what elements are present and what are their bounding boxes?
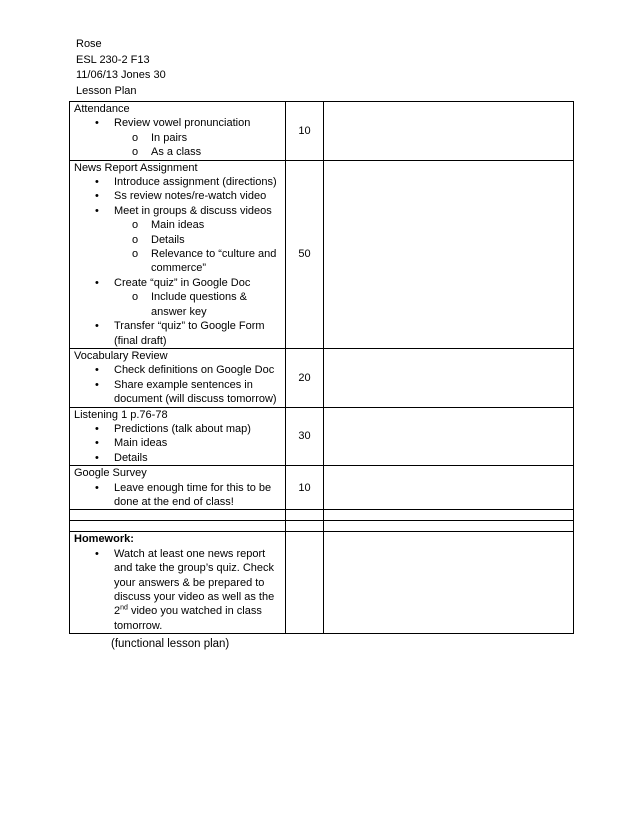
list-item: • Check definitions on Google Doc: [74, 363, 285, 377]
table-row: [70, 102, 574, 161]
list-item: • Watch at least one news report and take the group’s quiz. Check your answers & be prepared to discuss your video as well as the 2nd video you watched in class tomorrow.: [74, 547, 285, 633]
notes-cell: [324, 532, 574, 634]
minutes-cell: 10: [286, 466, 324, 510]
list-item: • Introduce assignment (directions): [74, 175, 285, 189]
activity-cell: [70, 102, 286, 161]
minutes-cell: 30: [286, 407, 324, 466]
table-row: [70, 466, 574, 510]
empty-cell: [324, 510, 574, 521]
notes-cell: [324, 160, 574, 348]
section-title: News Report Assignment: [74, 161, 198, 174]
section-title: Attendance: [74, 103, 130, 115]
list-item: o Main ideas: [114, 218, 285, 232]
sub-list: [114, 290, 285, 319]
notes-cell: [324, 466, 574, 510]
list-item: o In pairs: [114, 131, 285, 145]
minutes-cell: 10: [286, 102, 324, 161]
section-title: Google Survey: [74, 467, 147, 480]
list-item: • Share example sentences in document (will discuss tomorrow): [74, 378, 285, 407]
bullet-list: [74, 481, 285, 510]
list-item: • Meet in groups & discuss videos o Main ideas o Details o Relevance to “culture and commerce”: [74, 204, 285, 276]
empty-cell: [324, 521, 574, 532]
table-row: [70, 532, 574, 634]
empty-row: [70, 521, 574, 532]
activity-cell: [70, 160, 286, 348]
minutes-cell: 20: [286, 348, 324, 407]
bullet-list: [74, 363, 285, 406]
document-header: [76, 37, 166, 99]
lesson-plan-table: [69, 101, 574, 634]
table-row: [70, 160, 574, 348]
list-item: o Include questions & answer key: [114, 290, 285, 319]
bullet-list: [74, 116, 285, 159]
list-item: • Main ideas: [74, 436, 285, 450]
list-item: o As a class: [114, 145, 285, 159]
homework-title: Homework:: [74, 533, 134, 546]
list-item: o Relevance to “culture and commerce”: [114, 247, 285, 276]
empty-cell: [286, 510, 324, 521]
section-title: Listening 1 p.76-78: [74, 408, 168, 421]
empty-row: [70, 510, 574, 521]
date-room: 11/06/13 Jones 30: [76, 69, 166, 81]
list-item: • Review vowel pronunciation o In pairs o As a class: [74, 116, 285, 159]
table-row: [70, 407, 574, 466]
list-item: o Details: [114, 233, 285, 247]
empty-cell: [70, 510, 286, 521]
activity-cell: [70, 348, 286, 407]
list-item: • Details: [74, 451, 285, 465]
ordinal-suffix: nd: [120, 604, 128, 612]
table-row: [70, 348, 574, 407]
bullet-list: [74, 175, 285, 348]
sub-list: [114, 131, 285, 160]
list-item: • Transfer “quiz” to Google Form (final draft): [74, 319, 285, 348]
sub-list: [114, 218, 285, 276]
homework-cell: [70, 532, 286, 634]
list-item: • Predictions (talk about map): [74, 422, 285, 436]
minutes-cell: 50: [286, 160, 324, 348]
document-title: Lesson Plan: [76, 84, 137, 97]
activity-cell: [70, 407, 286, 466]
activity-cell: [70, 466, 286, 510]
minutes-cell: [286, 532, 324, 634]
list-item: • Leave enough time for this to be done at the end of class!: [74, 481, 285, 510]
list-item: • Create “quiz” in Google Doc o Include questions & answer key: [74, 276, 285, 319]
section-title: Vocabulary Review: [74, 349, 168, 362]
list-item: • Ss review notes/re-watch video: [74, 189, 285, 203]
course-code: ESL 230-2 F13: [76, 53, 150, 66]
notes-cell: [324, 102, 574, 161]
footer-note: (functional lesson plan): [111, 638, 230, 650]
teacher-name: Rose: [76, 38, 102, 50]
bullet-list: [74, 547, 285, 633]
bullet-list: [74, 422, 285, 465]
empty-cell: [286, 521, 324, 532]
empty-cell: [70, 521, 286, 532]
notes-cell: [324, 407, 574, 466]
notes-cell: [324, 348, 574, 407]
